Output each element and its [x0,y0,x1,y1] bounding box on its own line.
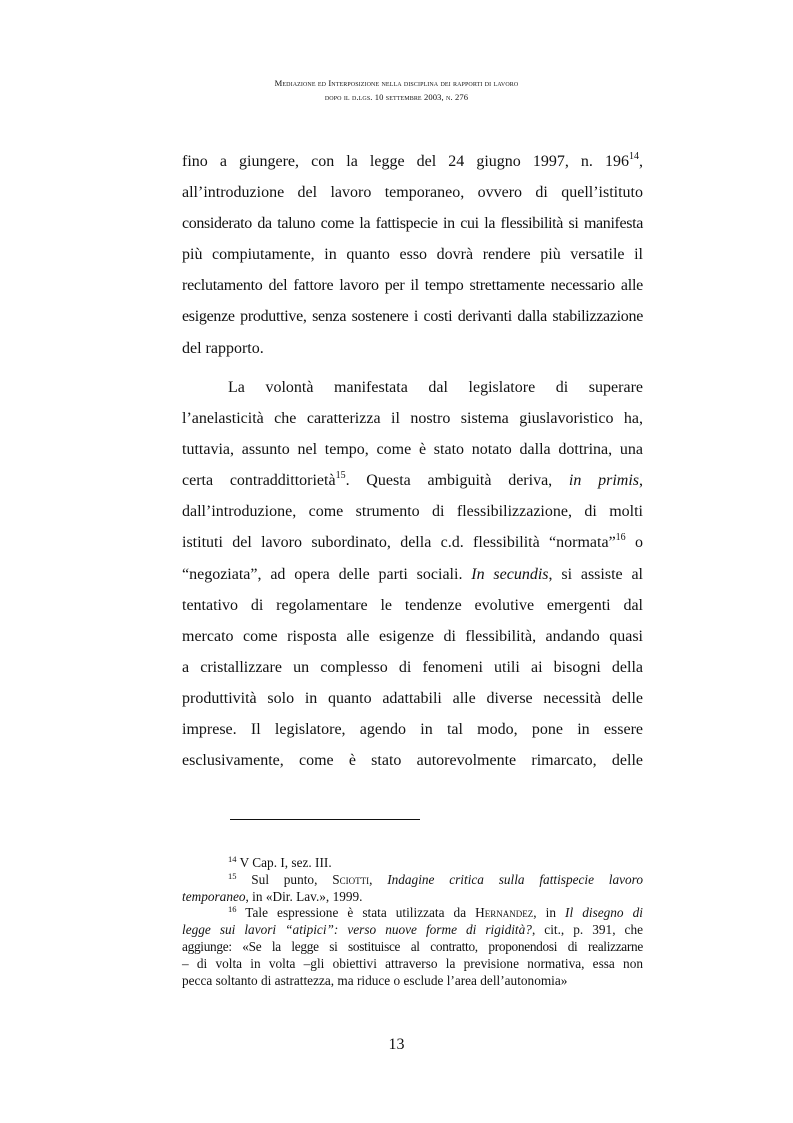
p2-line: dall’introduzione, come strumento di flessibilizzazione, di molti [182,503,643,521]
p2-line: tuttavia, assunto nel tempo, come è stato notato dalla dottrina, una [182,441,643,459]
p2-line: “negoziata”, ad opera delle parti sociali. In secundis, si assiste al [182,565,643,583]
footnote-ref-16[interactable]: 16 [615,532,626,544]
footnote-16-cont: legge sui lavori “atipici”: verso nuove forme di rigidità?, cit., p. 391, che [182,922,643,938]
p2-line: tentativo di regolamentare le tendenze evolutive emergenti dal [182,596,643,614]
p1-line: reclutamento del fattore lavoro per il tempo strettamente necessario alle [182,277,643,295]
p2-line: l’anelasticità che caratterizza il nostro sistema giuslavoristico ha, [182,410,643,428]
footnote-16: $^{16}$ Tale espressione è stata utilizzata da Hernandez, in Il disegno di [228,904,643,921]
p2-line: imprese. Il legislatore, agendo in tal modo, pone in essere [182,721,643,739]
paragraph-1 [182,146,643,364]
footnote-ref-15[interactable]: 15 [335,470,346,482]
page-number: 13 [388,1036,405,1053]
running-header [0,76,793,104]
p2-line: istituti del lavoro subordinato, della c.d. flessibilità “normata”$^{16}$ o [182,532,644,552]
footnote-15: $^{15}$ Sul punto, Sciotti, Indagine critica sulla fattispecie lavoro [228,870,643,887]
header-line-2: dopo il d.lgs. 10 settembre 2003, n. 276 [324,92,469,102]
p2-line: La volontà manifestata dal legislatore di superare [228,379,643,396]
footnote-16-cont: – di volta in volta –gli obiettivi attraverso la previsione normativa, essa non [182,955,643,971]
footnote-14: $^{14}$ V Cap. I, sez. III. [228,854,332,870]
p1-line: considerato da taluno come la fattispecie in cui la flessibilità si manifesta [182,215,643,233]
header-line-1: Mediazione ed Interposizione nella disciplina dei rapporti di lavoro [274,78,519,88]
footnotes [182,855,643,989]
p2-line: mercato come risposta alle esigenze di flessibilità, andando quasi [182,627,643,645]
p2-line: esclusivamente, come è stato autorevolmente rimarcato, delle [182,752,643,770]
p2-line: a cristallizzare un complesso di fenomeni utili ai bisogni della [182,658,643,676]
footnote-separator [230,819,420,820]
paragraph-2 [182,372,643,776]
footnote-16-cont: pecca soltanto di astrattezza, ma riduce o esclude l’area dell’autonomia» [182,972,568,988]
p1-line: del rapporto. [182,339,264,357]
p1-line: all’introduzione del lavoro temporaneo, ovvero di quell’istituto [182,184,643,202]
p2-line: certa contraddittorietà$^{15}$. Questa ambiguità deriva, in primis, [182,470,644,490]
p1-line: fino a giungere, con la legge del 24 giugno 1997, n. $196^{14}$, [182,151,643,170]
p2-line: produttività solo in quanto adattabili alle diverse necessità delle [182,689,643,707]
p1-line: esigenze produttive, senza sostenere i costi derivanti dalla stabilizzazione [182,308,643,326]
footnote-ref-14[interactable]: 14 [629,151,639,162]
footnote-16-cont: aggiunge: «Se la legge si sostituisce al contratto, proponendosi di realizzarne [182,938,643,954]
p1-line: più compiutamente, in quanto esso dovrà rendere più versatile il [182,246,643,264]
footnote-15-cont: temporaneo, in «Dir. Lav.», 1999. [182,888,363,904]
